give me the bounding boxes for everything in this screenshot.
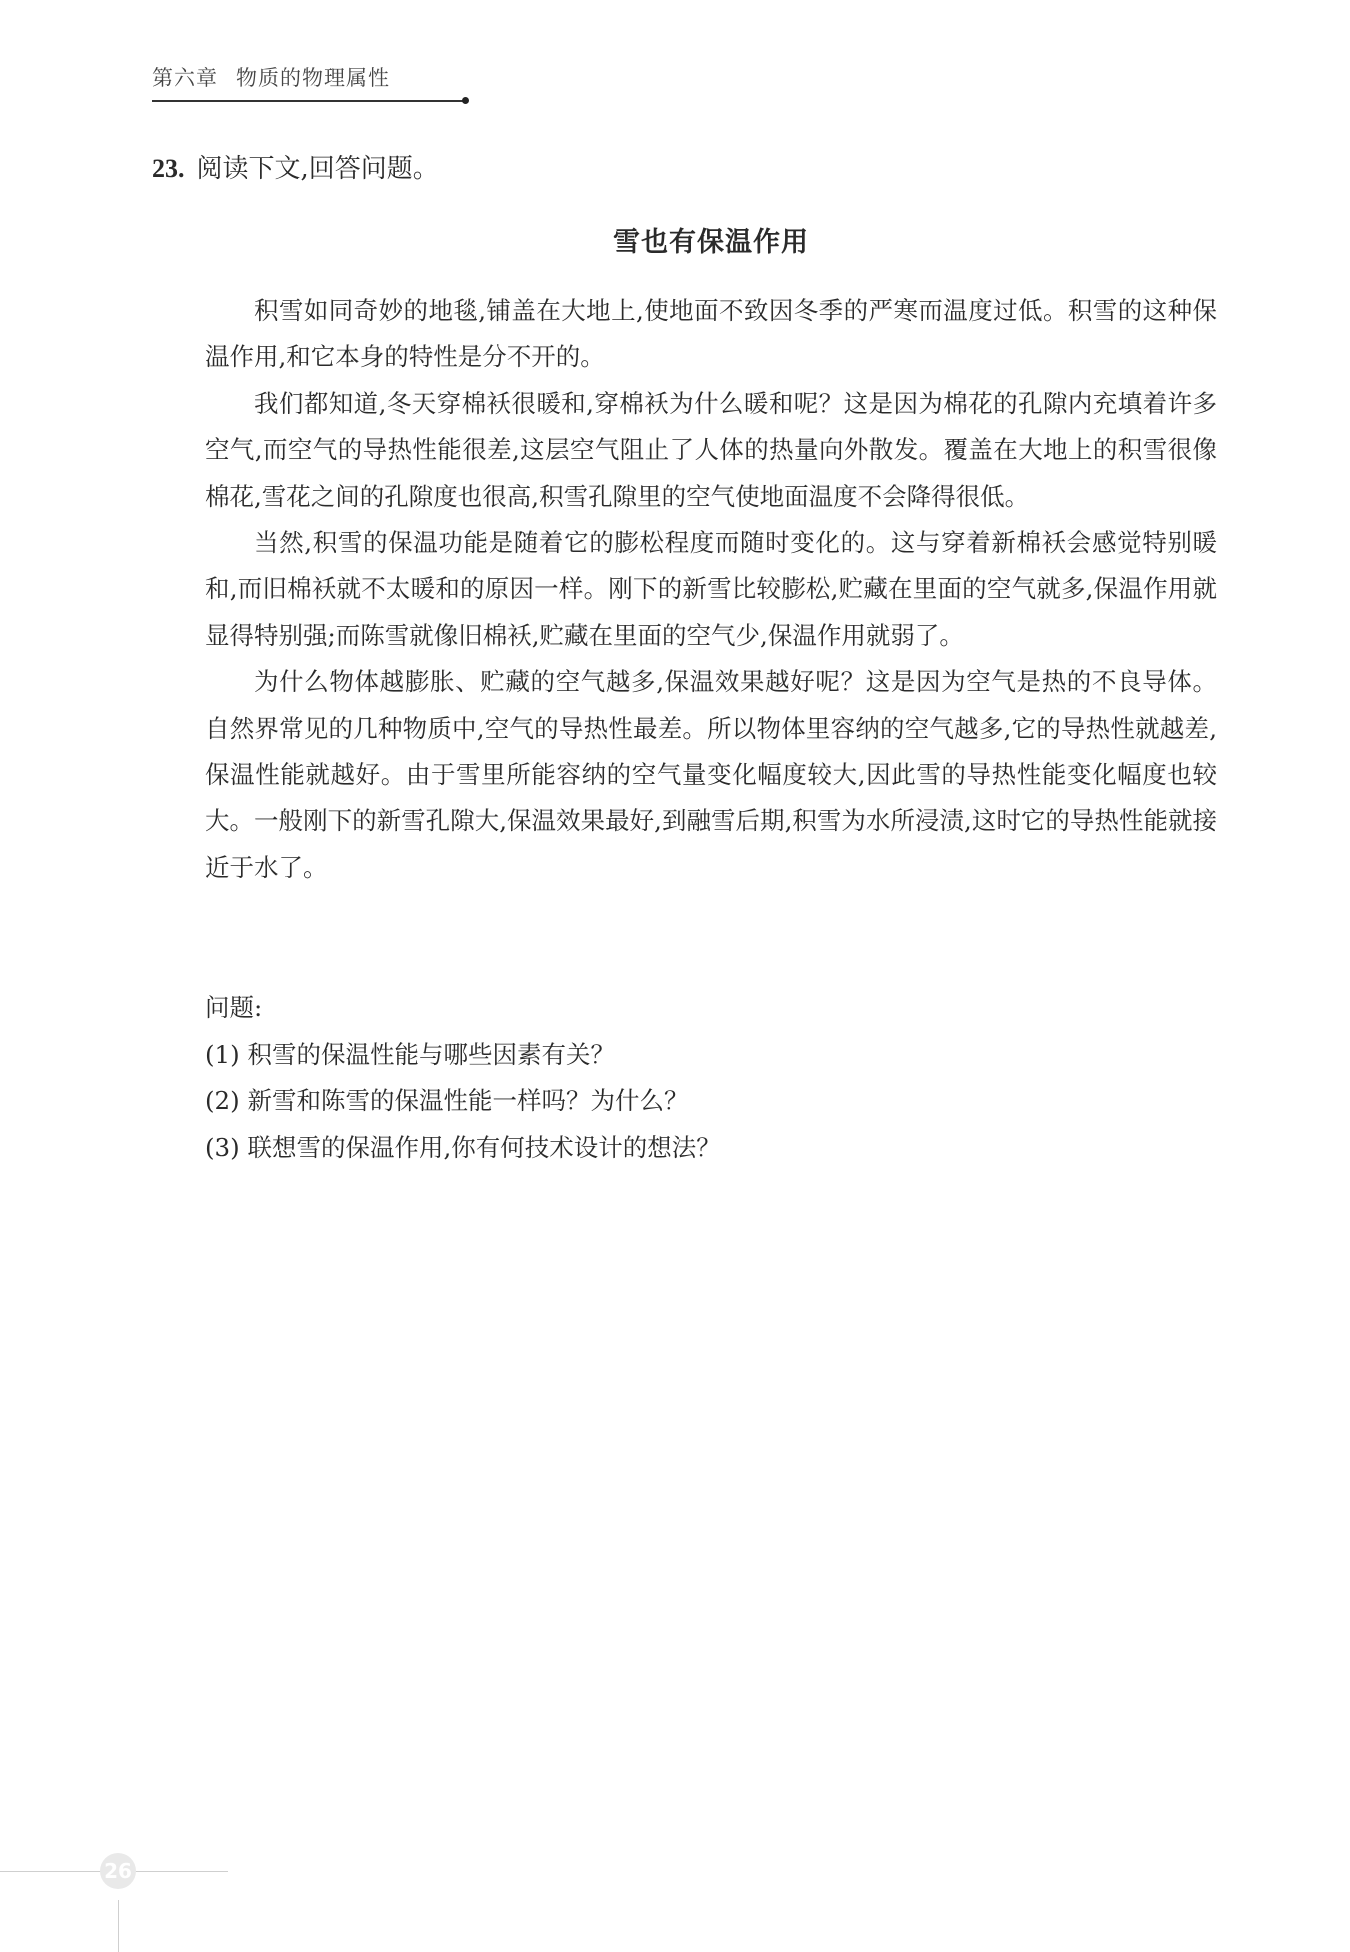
chapter-header — [152, 62, 470, 92]
question-number: 23. — [152, 154, 185, 183]
question-list — [205, 985, 1217, 1171]
article-paragraph: 当然,积雪的保温功能是随着它的膨松程度而随时变化的。这与穿着新棉袄会感觉特别暖和,而旧棉袄就不太暖和的原因一样。刚下的新雪比较膨松,贮藏在里面的空气就多,保温作用就显得特别强;而陈雪就像旧棉袄,贮藏在里面的空气少,保温作用就弱了。 — [205, 528, 1217, 650]
article-body — [205, 288, 1217, 891]
article-paragraph: 为什么物体越膨胀、贮藏的空气越多,保温效果越好呢？这是因为空气是热的不良导体。自然界常见的几种物质中,空气的导热性最差。所以物体里容纳的空气越多,它的导热性就越差,保温性能就越好。由于雪里所能容纳的空气量变化幅度较大,因此雪的导热性能变化幅度也较大。一般刚下的新雪孔隙大,保温效果最好,到融雪后期,积雪为水所浸渍,这时它的导热性能就接近于水了。 — [205, 667, 1217, 882]
question-item-3: (3) 联想雪的保温作用,你有何技术设计的想法？ — [205, 1132, 721, 1162]
question-intro — [152, 148, 439, 185]
chapter-name: 物质的物理属性 — [236, 66, 390, 90]
article-title: 雪也有保温作用 — [613, 227, 809, 258]
page-number: 26 — [100, 1853, 136, 1889]
article-paragraph: 我们都知道,冬天穿棉袄很暖和,穿棉袄为什么暖和呢？这是因为棉花的孔隙内充填着许多空气,而空气的导热性能很差,这层空气阻止了人体的热量向外散发。覆盖在大地上的积雪很像棉花,雪花之间的孔隙度也很高,积雪孔隙里的空气使地面温度不会降得很低。 — [205, 388, 1217, 511]
chapter-number: 第六章 — [152, 66, 218, 90]
questions-label: 问题: — [205, 993, 263, 1022]
question-item-1: (1) 积雪的保温性能与哪些因素有关？ — [205, 1039, 615, 1069]
header-rule-dot — [462, 97, 469, 104]
chapter-title — [152, 62, 470, 92]
header-rule — [152, 100, 464, 102]
question-item-2: (2) 新雪和陈雪的保温性能一样吗？为什么？ — [205, 1086, 689, 1115]
question-instruction: 阅读下文,回答问题。 — [196, 154, 439, 184]
article-paragraph: 积雪如同奇妙的地毯,铺盖在大地上,使地面不致因冬季的严寒而温度过低。积雪的这种保温作用,和它本身的特性是分不开的。 — [205, 296, 1217, 372]
footer-vertical-rule — [118, 1900, 119, 1952]
